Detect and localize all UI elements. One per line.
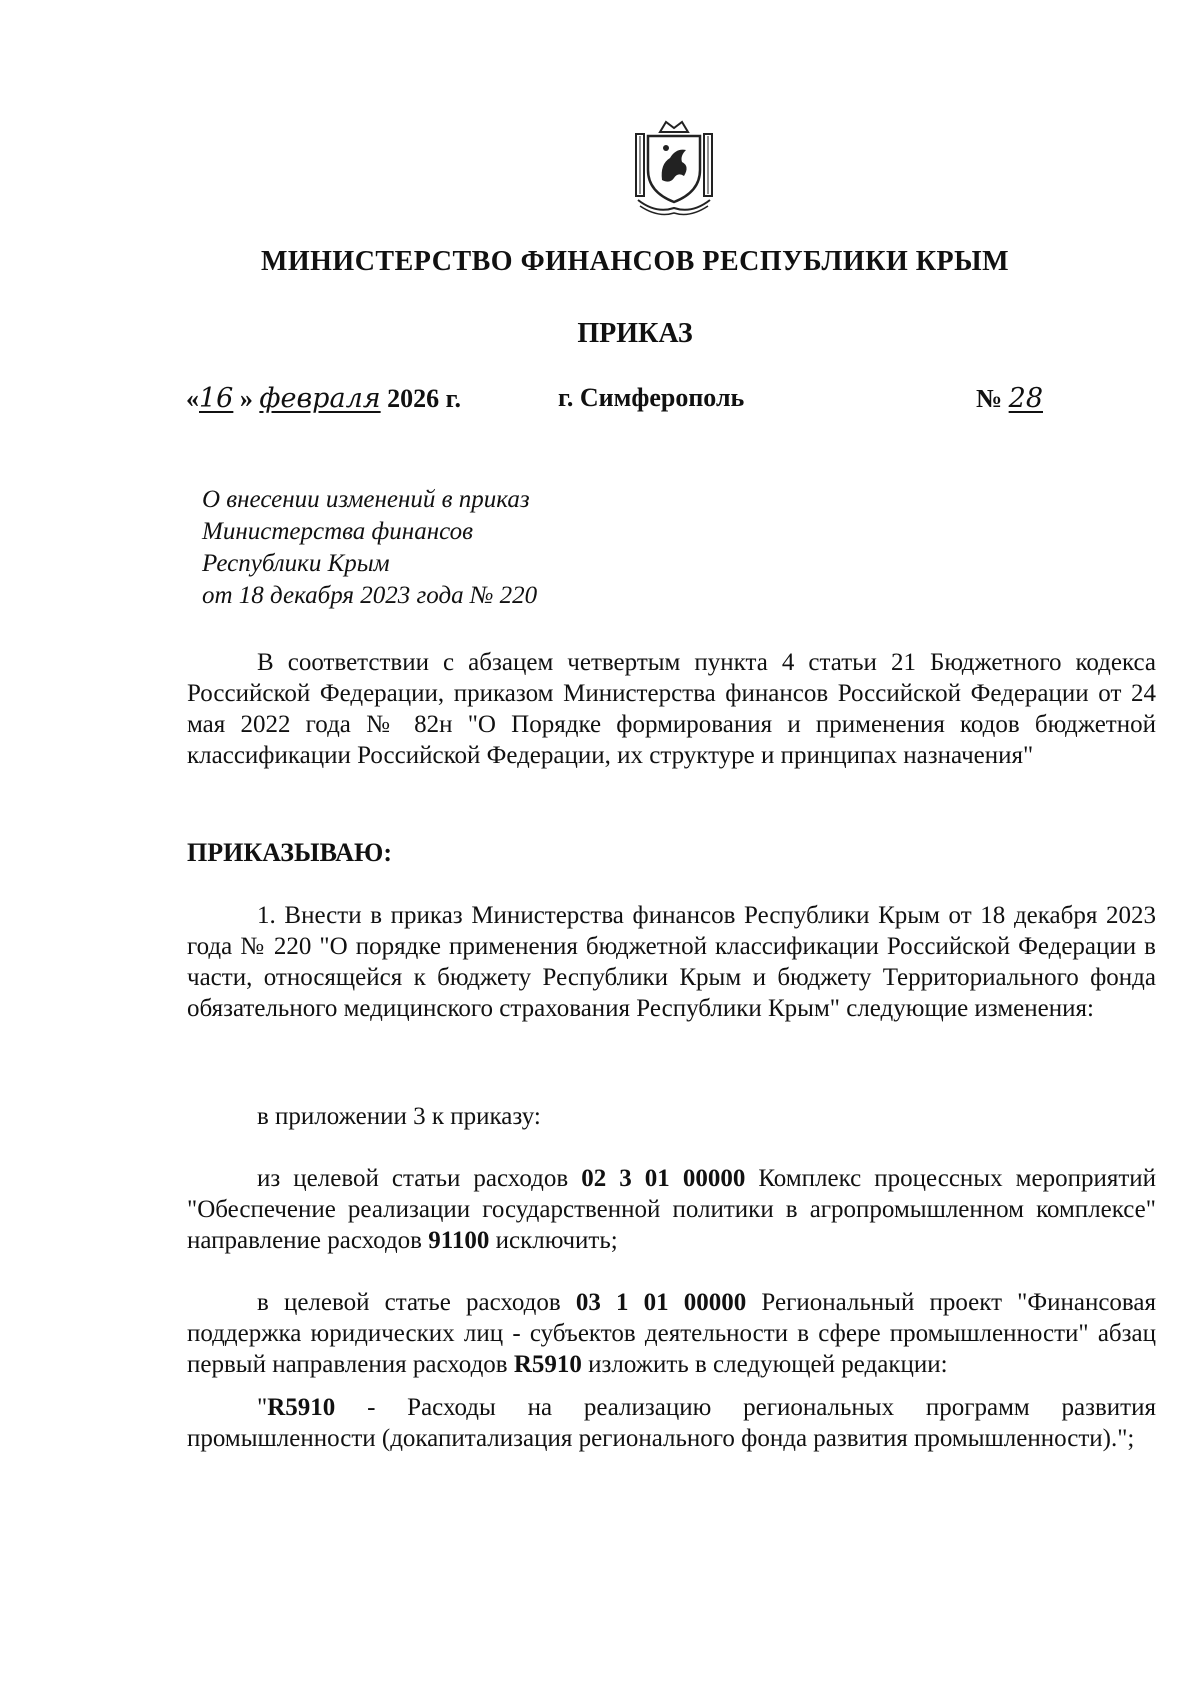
change-2-pre: в целевой статье расходов: [257, 1289, 576, 1316]
handwritten-day: 16: [199, 383, 234, 414]
change-2-code: 03 1 01 00000: [575, 1289, 747, 1316]
quote-text: - Расходы на реализацию региональных программ развития промышленности (докапитализация регионального фонда развития промышленности).";: [187, 1394, 1156, 1452]
subject-line: от 18 декабря 2023 года № 220: [202, 582, 538, 609]
quote-code: R5910: [267, 1394, 336, 1421]
change-2-mid: Региональный проект "Финансовая поддержка юридических лиц - субъектов деятельности в сфере промышленности" абзац первый направления расходов: [187, 1289, 1156, 1378]
item-1-paragraph: 1. Внести в приказ Министерства финансов Республики Крым от 18 декабря 2023 года № 220 "О порядке применения бюджетной классификации Российской Федерации в части, относящейся к бюджету Республики Крым и бюджету Территориального фонда обязательного медицинского страхования Республики Крым" следующие изменения:: [187, 902, 1156, 1022]
order-city: г. Симферополь: [558, 383, 745, 412]
subject-line: О внесении изменений в приказ: [202, 486, 530, 513]
date-number-line: [186, 383, 1086, 423]
preamble-paragraph: В соответствии с абзацем четвертым пункта 4 статьи 21 Бюджетного кодекса Российской Федерации, приказом Министерства финансов Российской Федерации от 24 мая 2022 года № 82н "О Порядке формирования и применения кодов бюджетной классификации Российской Федерации, их структуре и принципах назначения": [187, 649, 1156, 769]
decree-heading: ПРИКАЗЫВАЮ:: [187, 838, 392, 867]
quote-paragraph: [187, 1392, 1156, 1454]
subject-line: Министерства финансов: [202, 518, 473, 545]
change-2-code2: R5910: [513, 1351, 582, 1378]
change-1-post: исключить;: [489, 1227, 618, 1254]
subject-line: Республики Крым: [202, 550, 390, 577]
number-label: №: [976, 384, 1003, 413]
annex-paragraph: в приложении 3 к приказу:: [257, 1103, 541, 1130]
order-date: [186, 383, 461, 414]
order-year: 2026 г.: [387, 384, 462, 413]
change-2-paragraph: [187, 1287, 1156, 1380]
change-1-mid: Комплекс процессных мероприятий "Обеспечение реализации государственной политики в агропромышленном комплексе" направление расходов: [187, 1165, 1157, 1254]
quote-open: ": [257, 1394, 268, 1421]
ministry-title: МИНИСТЕРСТВО ФИНАНСОВ РЕСПУБЛИКИ КРЫМ: [260, 246, 1010, 277]
document-type-title: ПРИКАЗ: [577, 318, 693, 349]
order-number: [976, 383, 1043, 414]
crimea-coat-of-arms-icon: [630, 118, 718, 218]
change-1-code2: 91100: [428, 1227, 490, 1254]
open-quote: «: [186, 384, 199, 413]
change-1-paragraph: [187, 1163, 1156, 1256]
handwritten-number: 28: [1008, 383, 1043, 414]
order-subject: [202, 484, 537, 612]
change-1-pre: из целевой статьи расходов: [257, 1165, 582, 1192]
close-quote: »: [239, 384, 253, 413]
change-2-post: изложить в следующей редакции:: [581, 1351, 948, 1378]
handwritten-month: февраля: [259, 383, 381, 414]
change-1-code: 02 3 01 00000: [581, 1165, 746, 1192]
